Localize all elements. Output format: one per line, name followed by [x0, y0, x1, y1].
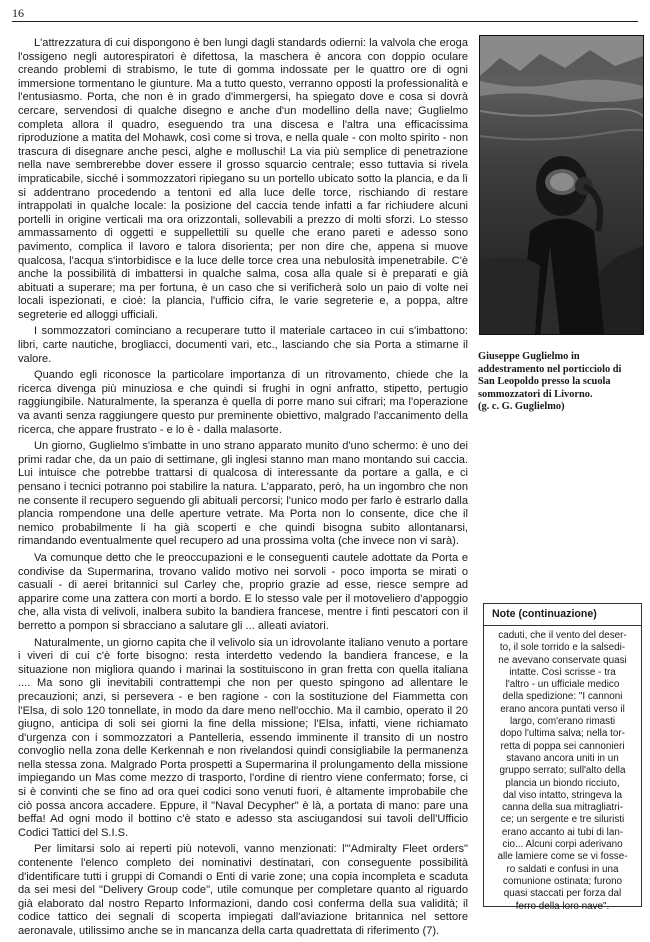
diver-photo	[479, 35, 644, 335]
note-line: to, il sole torrido e la salsedi-	[499, 642, 626, 654]
notes-box	[483, 603, 642, 912]
note-line: dopo l'ultima salva; nella tor-	[500, 728, 625, 740]
caption-line: (g. c. G. Guglielmo)	[478, 401, 565, 413]
note-line: dal viso intatto, stringeva la	[502, 789, 623, 801]
note-line: quasi staccati per forza dal	[503, 888, 622, 900]
note-line: gruppo serrato; sull'alto della	[499, 765, 626, 777]
note-line: della spedizione: "I cannoni	[502, 691, 623, 703]
diver-photo-illustration	[480, 36, 643, 334]
note-line: plancia un biondo ricciuto,	[505, 777, 620, 789]
caption-line: sommozzatori di Livorno.	[478, 388, 593, 400]
note-line: erano ancora puntati verso il	[500, 703, 625, 715]
note-line: l'altro - un ufficiale medico	[505, 679, 620, 691]
photo-caption	[478, 351, 643, 414]
note-line: erano accanto ai tubi di lan-	[501, 826, 624, 838]
notes-title: Note (continuazione)	[492, 608, 597, 620]
note-line: ferro della loro nave".	[515, 900, 610, 912]
paragraph: Un giorno, Guglielmo s'imbatte in uno strano apparato munito d'uno schermo: è uno dei primi radar che, da un paio di settimane, gli inglesi stanno man mano montando sui caccia. Lui intuisce che potrebbe trattarsi di qualcosa di interessante da portare a galla, e ci pensano i tecnici potranno poi stabilire la natura. L'apparato, però, ha un ingombro che non ne consente il recupero seguendo gli abituali percorsi; l'unico modo per farlo è estrarlo dalla plancia rompendone una delle aperture vetrate. Ma Porta non lo consente, dice che il nemico probabilmente li ha già scoperti e che quindi bisogna subito allontanarsi, rimandando eventualmente quel recupero ad una prossima volta (che invece non vi sarà).	[18, 440, 468, 548]
paragraph: Quando egli riconosce la particolare importanza di un ritrovamento, chiede che la ricerca divenga più minuziosa e che quindi si frughi in ogni anfratto, stipetto, pertugio raggiungibile. Naturalmente, la speranza è quella di porre mano sui cifrari; ma l'operazione va avanti senza raggiungere questo pur preminente obiettivo, malgrado l'accanimento della ricerca, che appare frustrato - e lo è - dalla malasorte.	[18, 369, 468, 436]
note-line: intatte. Così scrisse - tra	[509, 666, 616, 678]
caption-line: addestramento nel porticciolo di	[478, 363, 622, 375]
paragraph: Per limitarsi solo ai reperti più notevoli, vanno menzionati: l'"Admiralty Fleet orders" contenente l'elenco completo dei nominativi destinatari, con conseguente possibilità d'identificare tutti i gruppi di Comandi o Enti di varie zone; una copia incompleta e scaduta da sei mesi del "Delivery Group code", utile comunque per completare quanto al riguardo già elaborato dal nostro Reparto Informazioni, dando così conferma della sua validità; il codice tattico dei segnali di scoperta impiegati dall'aviazione britannica nel settore aeronavale, utilissimo anche se in mancanza della carta quadrettata di riferimento (7).	[18, 843, 468, 937]
caption-line: San Leopoldo presso la scuola	[478, 376, 611, 388]
paragraph: I sommozzatori cominciano a recuperare tutto il materiale cartaceo in cui s'imbattono: libri, carte nautiche, brogliacci, documenti vari, etc., lasciando che sia Porta a stimarne il valore.	[18, 325, 468, 365]
note-line: stavano ancora uniti in un	[506, 752, 619, 764]
note-line: alle lamiere come se vi fosse-	[497, 851, 628, 863]
caption-line: Giuseppe Guglielmo in	[478, 351, 580, 362]
note-line: canna della sua mitragliatri-	[502, 802, 623, 814]
paragraph: Naturalmente, un giorno capita che il velivolo sia un idrovolante italiano venuto a portare i viveri di cui c'è forte bisogno: resta interdetto vedendo la bandiera francese, e la situazione non migliora quando i marinai la sostituiscono in gran fretta con quella italiana .... Ma sono gli inevitabili contrattempi che non per questo spingono ad allentare le precauzioni; anzi, si persevera - e ben ragione - con la sostituzione del Fiammetta con l'Elsa, di solo 120 tonnellate, in modo da dare meno nell'occhio. Ma il cambio, operato il 20 giugno, anticipa di soli sei giorni la fine della missione; l'Elsa, infatti, viene richiamato d'urgenza con i sommozzatori a Pantelleria, essendo imminente il transito di un nostro convoglio nella zona delle Kerkennah e non rivelandosi quindi consigliabile la permanenza nella stessa zona. Malgrado Porta prospetti a Supermarina il prolungamento della missione impiegando un Mas come mezzo di trasporto, l'ordine di rientro viene confermato; forse, ci si è convinti che se fino ad ora quei codici sono venuti fuori, è altamente improbabile che ciò possa ancora accadere. Eppure, il "Naval Decypher" è là, a portata di mano: pare una beffa! Ad ogni modo il bottino c'è stato e adesso sta asciugandosi sui tavoli dell'Ufficio Codici Tattici del S.I.S.	[18, 636, 468, 839]
note-line: comunione ostinata; furono	[502, 875, 623, 887]
notes-body	[484, 626, 641, 913]
note-line: caduti, che il vento del deser-	[498, 630, 627, 641]
page-number: 16	[12, 6, 24, 20]
note-line: ne avevano conservate quasi	[498, 654, 627, 666]
header-rule	[12, 21, 638, 22]
note-line: cio... Alcuni corpi aderivano	[502, 839, 623, 851]
note-line: retta di poppa sei cannonieri	[500, 740, 625, 752]
note-line: ro saldati e confusi in una	[506, 863, 619, 875]
paragraph: L'attrezzatura di cui dispongono è ben lungi dagli standards odierni: la valvola che eroga l'ossigeno negli autorespiratori è difettosa, la maschera è ancora con doppio oculare creando problemi di strabismo, le tute di gomma indossate per le quattro ore di ogni immersione tormentano le giunture. Ma a tutto questo, verranno opposti la professionalità e l'entusiasmo. Porta, che non è in grado d'immergersi, ha spiegato dove e cosa si dovrà cercare, servendosi di qualche disegno e anche d'un modellino della nave; Guglielmo completa allora il quadro, eseguendo tra una discesa e l'altra una efficacissima riproduzione a matita del Mohawk, così come si trova, e nella quale - con molto spirito - non trascura di disegnare anche pesci, alghe e molluschi! La via più semplice di penetrazione nella nave sembrerebbe dover essere il grosso squarcio centrale; esso tuttavia si rivela impraticabile, sicché i sommozzatori ripiegano su un portello ubicato sotto la plancia, e da lì si addentrano procedendo a tentoni ed alla luce delle torce, rischiando di restare intrappolati in qualche locale: la posizione del caccia tende infatti a far richiudere alcuni portelli in origine verticali ma ora orizzontali, sollevabili a prezzo di molti sforzi. Lo stesso ammassamento di oggetti e suppellettili su quelle che erano pareti e adesso sono pavimento, complica il lavoro e talora disorienta; per non dire che, appena si muove qualcosa, l'acqua s'intorbidisce e la luce delle torce crea una nebulosità impenetrabile. C'è anche la possibilità di imbattersi in qualche salma, cosa alla quale si è preparati e già abituati a superare; ma per fortuna, è un caso che si verificherà solo un paio di volte nei locali ispezionati, e cioè: la plancia, l'ufficio cifra, le varie segreterie e, a poppa, altre segreterie ed alloggi ufficiali.	[18, 37, 468, 321]
note-line: largo, com'erano rimasti	[509, 716, 616, 728]
note-line: ce; un sergente e tre siluristi	[500, 814, 625, 826]
paragraph: Va comunque detto che le preoccupazioni e le conseguenti cautele adottate da Porta e condivise da Supermarina, trovano valido motivo nei sorvoli - poco importa se mirati o casuali - di aerei britannici sul Carley che, proprio grazie ad esse, riesce sempre ad apparire come una zattera con morti a bordo. E lo stesso vale per il motoveliero d'appoggio che, alla vista di velivoli, inalbera subito la bandiera francese, mentre i finti pescatori con il berretto a pompon si sbracciano a salutare gli ... alleati aviatori.	[18, 551, 468, 632]
main-text-column	[18, 37, 468, 942]
